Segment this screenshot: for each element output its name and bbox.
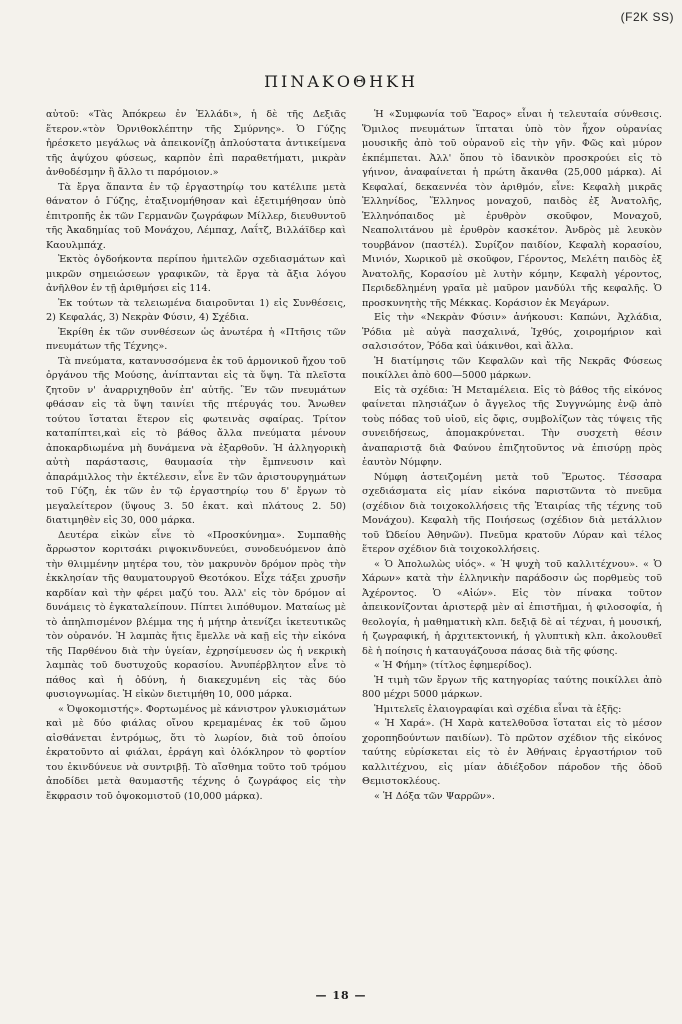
paragraph: Ἡ τιμὴ τῶν ἔργων τῆς κατηγορίας ταύτης ποικίλλει ἀπὸ 800 μέχρι 5000 μάρκων. bbox=[362, 674, 662, 700]
paragraph: « Ἡ Δόξα τῶν Ψαρρῶν». bbox=[374, 790, 495, 802]
paragraph: Ἡ διατίμησις τῶν Κεφαλῶν καὶ τῆς Νεκρᾶς Φύσεως ποικίλλει ἀπὸ 600—5000 μάρκων. bbox=[362, 355, 662, 381]
paragraph: « Ἡ Χαρά». (Ἡ Χαρὰ κατελθοῦσα ἵσταται εἰς τὸ μέσον χοροπηδούντων παιδίων). Τὸ πρῶτον σχέδιον τῆς εἰκόνος ταύτης εὑρίσκεται εἰς τὸ ἐν Ἀθήναις ἐργαστήριον τοῦ καλλιτέχνου, εἰς μίαν ἀδιέξοδον πάροδον τῆς ὁδοῦ Θεμιστοκλέους. bbox=[362, 718, 662, 787]
paragraph: Εἰς τὰ σχέδια: Ἡ Μεταμέλεια. Εἰς τὸ βάθος τῆς εἰκόνος φαίνεται πλησιάζων ὁ ἄγγελος τῆς Συγγνώμης ἐνῷ ἀπὸ τοὺς πόδας τοῦ υἱοῦ, εἰς ὄφις, συμβολίζων τὰς τύψεις τῆς συνειδήσεως, ἀπομακρύνεται. Τὴν συσχετὴ θέσιν ἀναπαριστᾷ διὰ Φαύνου ἐπιζητοῦντος νὰ ἐπισύρῃ πρὸς ἑαυτὸν Νύμφην. bbox=[362, 384, 662, 468]
paragraph: « Ἡ Φήμη» (τίτλος ἐφημερίδος). bbox=[374, 660, 532, 671]
running-head: ΠΙΝΑΚΟΘΗΚΗ bbox=[264, 72, 418, 91]
paragraph: Εἰς τὴν «Νεκρὰν Φύσιν» ἀνήκουσι: Καπώνι, Ἀχλάδια, Ῥόδια μὲ αὐγὰ πασχαλινά, Ἰχθύς, χοιρομήριον καὶ σαλσισότον, Ῥόδα καὶ ὑάκινθοι, καὶ ἄλλα. bbox=[362, 312, 662, 352]
paragraph: Νύμφη ἀστειζομένη μετὰ τοῦ Ἔρωτος. Τέσσαρα σχεδιάσματα εἰς μίαν εἰκόνα παριστῶντα τὸ πνεῦμα (σχέδιον διὰ τοιχοκολλήσεις τῆς Ἑταιρίας τῆς τέχνης τοῦ Μονάχου). Κεφαλὴ τῆς Ποιήσεως (σχέδιον διὰ μετάλλιον τοῦ Ὠδείου Ἀθηνῶν). Πνεῦμα κρατοῦν Λύραν καὶ τέλος ἕτερον σχέδιον διὰ τοιχοκολλήσεις. bbox=[362, 471, 662, 555]
right-column bbox=[362, 108, 662, 804]
left-column bbox=[46, 108, 346, 804]
paragraph: Δευτέρα εἰκὼν εἶνε τὸ «Προσκύνημα». Συμπαθὴς ἄρρωστον κοριτσάκι ριψοκινδυνεύει, συνοδευόμενον ἀπὸ τὴν θλιμμένην μητέρα του, τὸν μακρυνὸν δρόμον πρὸς τὴν ἐκκλησίαν τῆς θαυματουργοῦ Θεοτόκου. Εἶχε τάξει χρυσῆν καρδίαν καὶ τὴν φέρει μαζύ του. Ἀλλ' εἰς τὸν δρόμον αἱ δυνάμεις τὸ ἐγκαταλείπουν. Πίπτει λιπόθυμον. Ματαίως μὲ τὸ ἀπηλπισμένον βλέμμα της ἡ μήτηρ ἀτενίζει ἱκετευτικῶς τὸν οὐρανόν. Ἡ λαμπὰς ἥτις ἔμελλε νὰ καῇ εἰς τὴν εἰκόνα τῆς Παρθένου διὰ τὴν ὑγείαν, ἐχρησίμευσεν ὡς ἡ νεκρικὴ λαμπὰς τοῦ δυστυχοῦς κορασίου. Ἀνυπέρβλητον εἶνε τὸ πάθος καὶ ἡ ὀδύνη, ἡ διακεχυμένη εἰς τὰς δύο φυσιογνωμίας. Ἡ εἰκὼν διετιμήθη 10, 000 μάρκα. bbox=[46, 529, 346, 700]
paragraph: Ἐκτὸς ὀγδοήκοντα περίπου ἡμιτελῶν σχεδιασμάτων καὶ μικρῶν σημειώσεων γραφικῶν, τὰ ἔργα τὰ ἄξια λόγου ἀνῆλθον ἐν τῇ ἀριθμήσει εἰς 114. bbox=[46, 254, 346, 294]
paragraph: « Ὁ Ἀπολωλὼς υἱός». « Ἡ ψυχὴ τοῦ καλλιτέχνου». « Ὁ Χάρων» κατὰ τὴν ἑλληνικὴν παράδοσιν ὡς πορθμεὺς τοῦ Ἀχέροντος. Ὁ «Αἰών». Εἰς τὸν πίνακα τοῦτον ἀπεικονίζονται ἀριστερᾷ μὲν αἱ ἐπιστῆμαι, ἡ φιλοσοφία, ἡ θεολογία, ἡ μαθηματικὴ κλπ. δεξιᾷ δὲ αἱ τέχναι, ἡ μουσική, ἡ ζωγραφική, ἡ ἀρχιτεκτονική, ἡ γλυπτικὴ κλπ. ἀκολουθεῖ δὲ ἡ ποίησις ἡ καταυγάζουσα πάσας διὰ τῆς φύσης. bbox=[362, 558, 662, 657]
paragraph: Ἡ «Συμφωνία τοῦ Ἔαρος» εἶναι ἡ τελευταία σύνθεσις. Ὅμιλος πνευμάτων ἵπταται ὑπὸ τὸν ἦχον οὐρανίας μουσικῆς ἀπὸ τοῦ οὐρανοῦ εἰς τὴν γῆν. Φῶς καὶ μύρον ἐκπέμπεται. Ἀλλ' ὅπου τὸ ἰδανικὸν προσκρούει εἰς τὸ γήινον, ἀναφαίνεται ἡ πρώτη ἄκανθα (25,000 μάρκα). Αἱ Κεφαλαί, δεκαεννέα τὸν ἀριθμόν, εἶνε: Κεφαλὴ μικρᾶς Ἑλληνίδος, Ἕλληνος μοναχοῦ, παιδὸς ἐξ Ἀνατολῆς, Ἑλληνόπαιδος μὲ ἐρυθρὸν σκοῦφον, Μοναχοῦ, Νεαπολιτάνου μὲ ἐρυθρὸν κασκέτον. Ἀνδρὸς μὲ λευκὸν τουρβάνον (παστέλ). Συρίζον παιδίον, Κεφαλὴ κορασίου, Μινιόν, Χωρικοῦ μὲ σκοῦφον, Γέροντος, Μελέτη παιδὸς ἐξ Ἀνατολῆς, Κορασίου μὲ λυτὴν κόμην, Κεφαλὴ γέροντος, Περιδεδλημένη γραῖα μὲ μαῦρον μανδύλι τῆς κεφαλῆς. Ὁ προσκυνητὴς τῆς Μέκκας. Κοράσιον ἐκ Μεγάρων. bbox=[362, 109, 662, 309]
paragraph: Ἐκ τούτων τὰ τελειωμένα διαιροῦνται 1) εἰς Συνθέσεις, 2) Κεφαλάς, 3) Νεκρὰν Φύσιν, 4) Σχέδια. bbox=[46, 297, 346, 323]
paragraph: Τὰ ἔργα ἅπαντα ἐν τῷ ἐργαστηρίῳ του κατέλιπε μετὰ θάνατον ὁ Γύζης, ἐταξινομήθησαν καὶ ἐξετιμήθησαν ὑπὸ ἐπιτροπῆς ἐκ τῶν Γερμανῶν ζωγράφων Μίλλερ, διευθυντοῦ τῆς Ἀκαδημίας τοῦ Μονάχου, Λέμπαχ, Λαΐτζ, Βιλλάϊδερ καὶ Καουλμπάχ. bbox=[46, 181, 346, 251]
archive-stamp: (F2K SS) bbox=[620, 10, 674, 24]
paragraph: « Ὀψοκομιστής». Φορτωμένος μὲ κάνιστρον γλυκισμάτων καὶ μὲ δύο φιάλας οἴνου κρεμαμένας ἐκ τοῦ ὤμου αἰσθάνεται ἐντρόμως, ὅτι τὸ λωρίον, διὰ τοῦ ὁποίου ἐκρατοῦντο αἱ φιάλαι, ἐρράγη καὶ ὁλόκληρον τὸ φορτίον του ἐκινδύνευε νὰ συντριβῇ. Τὸ αἴσθημα τοῦτο τοῦ τρόμου ἀποδίδει μετὰ θαυμαστῆς τέχνης ὁ ζωγράφος εἰς τὴν ἔκφρασιν τοῦ ὀψοκομιστοῦ (10,000 μάρκα). bbox=[46, 703, 346, 802]
paragraph: αὐτοῦ: «Τὰς Ἀπόκρεω ἐν Ἑλλάδι», ἡ δὲ τῆς Δεξιᾶς ἕτερον.«τὸν Ὀρνιθοκλέπτην τῆς Σμύρνης». Ὁ Γύζης ἠρέσκετο μεγάλως νὰ ἀπεικονίζῃ ἀπλούστατα ἀντικείμενα τῆς ἀψύχου φύσεως, καρπὸν ἐπὶ παραθετήματι, μικρὰν ἀνθοδέσμην ἢ ἄλλο τι παρόμοιον.» bbox=[46, 109, 346, 178]
paragraph: Τὰ πνεύματα, κατανυσσόμενα ἐκ τοῦ ἁρμονικοῦ ἤχου τοῦ ὀργάνου τῆς Μούσης, ἀνίπτανται εἰς τὰ ὕψη. Τὰ πλεῖστα ζητοῦν ν' ἁναρριχηθοῦν ἐπ' αὐτῆς. Ἓν τῶν πνευμάτων φθάσαν εἰς τὰ ὕψη ταινίει τῆς πτέρυγάς του. Ἄνωθεν τούτου ἵσταται ἕτερον εἰς φωτεινὰς σφαίρας. Τρίτον καταπίπτει,καὶ εἰς τὸ βάθος ἄλλα πνεύματα μένουν ἀποκαρδιωμένα μὴ δυνάμενα νὰ ἐξαρθοῦν. Ἡ ἀλληγορικὴ αὐτὴ παράστασις, θαυμασία τὴν ἔμπνευσιν καὶ ἀπαράμιλλος τὴν ἐκτέλεσιν, εἶνε ἓν τῶν ἀριστουργημάτων τοῦ Γύζη, ἐκ τῶν ἐν τῷ ἐργαστηρίῳ του δ' ἔργων τὸ μεγαλείτερον (ὕψους 3. 50 ἑκατ. καὶ πλάτους 2. 50) διατιμηθὲν εἰς 30, 000 μάρκα. bbox=[46, 355, 346, 526]
page-number: — 18 — bbox=[315, 989, 367, 1002]
paragraph: Ἐκρίθη ἐκ τῶν συνθέσεων ὡς ἀνωτέρα ἡ «Πτῆσις τῶν πνευμάτων τῆς Τέχνης». bbox=[46, 326, 346, 352]
paragraph: Ἡμιτελεῖς ἐλαιογραφίαι καὶ σχέδια εἶναι τὰ ἑξῆς: bbox=[374, 703, 622, 715]
